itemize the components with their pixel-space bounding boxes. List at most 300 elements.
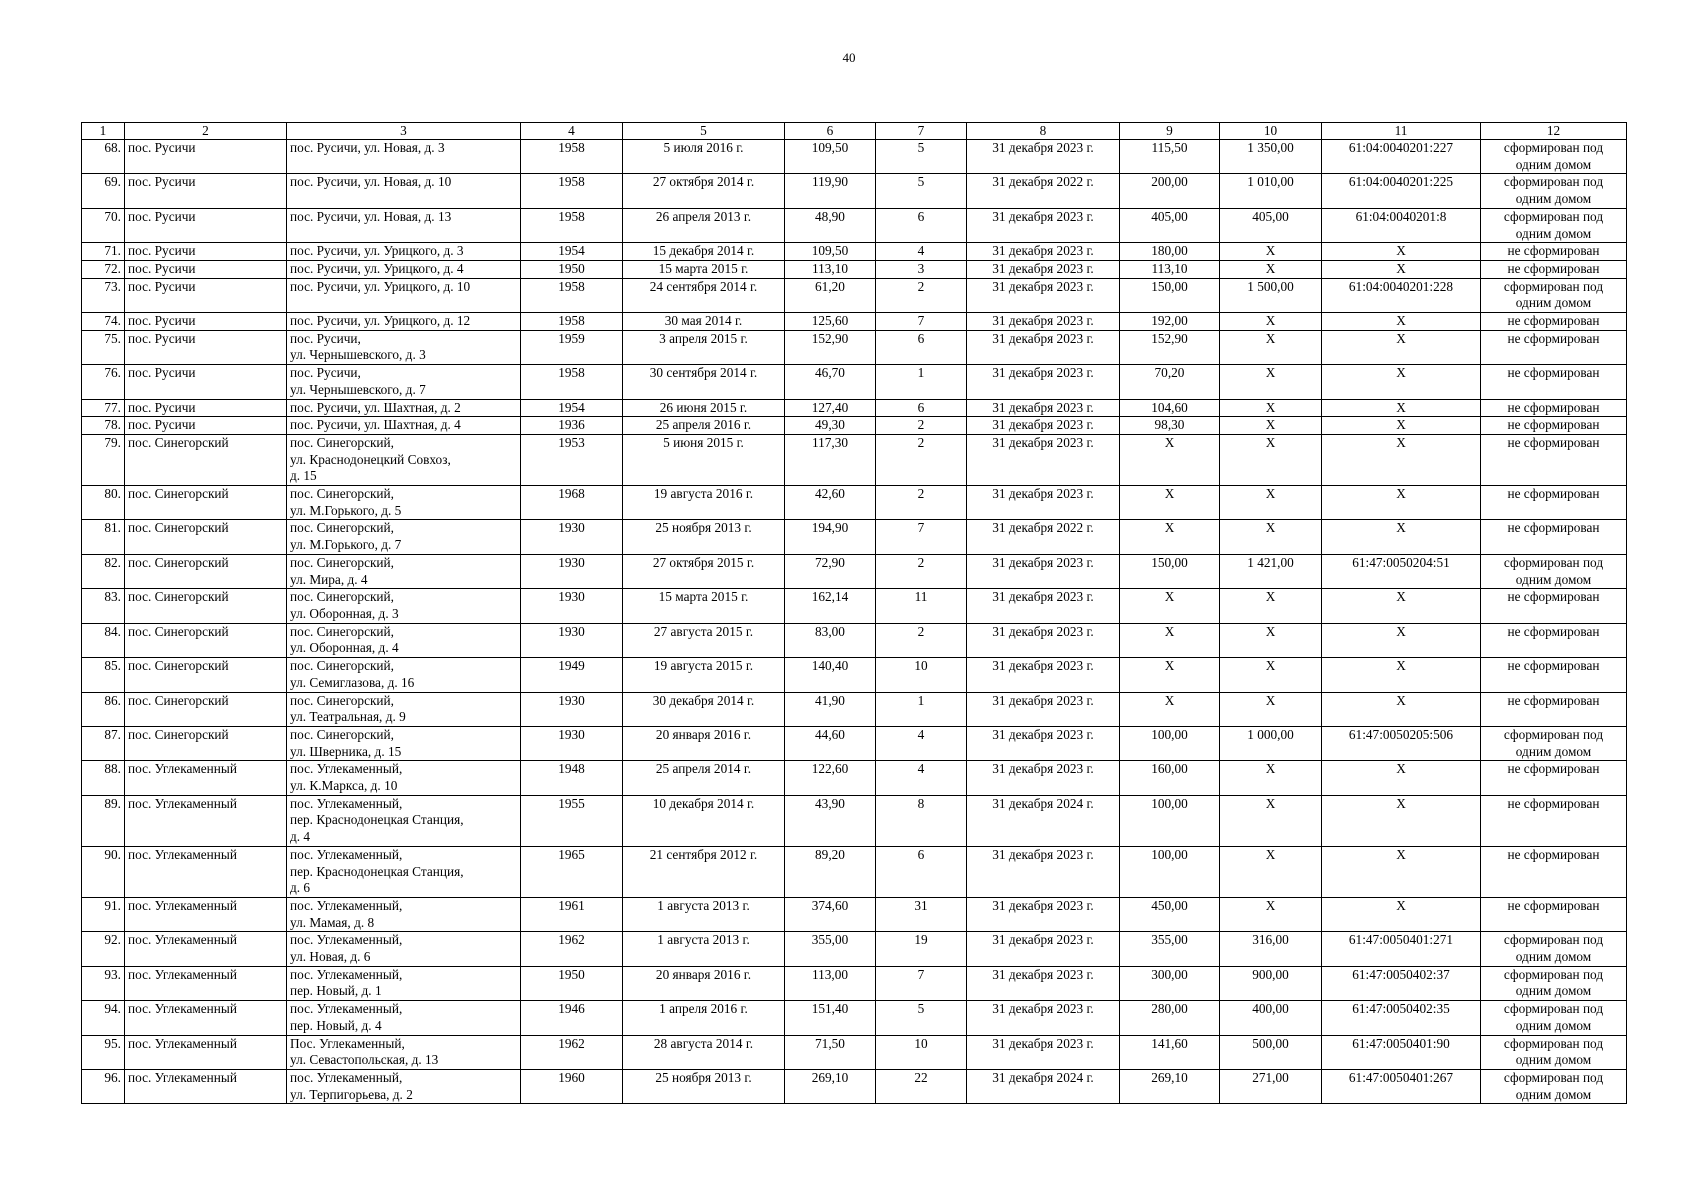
housing-register-table — [81, 122, 1627, 1104]
land-status-cell — [1481, 417, 1627, 435]
address-cell-line: пер. Краснодонецкая Станция, — [290, 812, 464, 828]
area-cell: 44,60 — [785, 726, 876, 760]
value-col10-cell: Х — [1220, 399, 1322, 417]
column-header: 7 — [876, 123, 967, 140]
deadline-cell: 31 декабря 2023 г. — [967, 313, 1120, 331]
land-status-cell — [1481, 260, 1627, 278]
cadastral-number-cell: 61:47:0050205:506 — [1322, 726, 1481, 760]
address-cell — [287, 1001, 521, 1035]
date-cell: 26 июня 2015 г. — [623, 399, 785, 417]
value-col9-cell: Х — [1120, 623, 1220, 657]
settlement-cell: пос. Синегорский — [125, 520, 287, 554]
date-cell: 26 апреля 2013 г. — [623, 208, 785, 242]
date-cell: 25 ноября 2013 г. — [623, 1069, 785, 1103]
cadastral-number-cell: Х — [1322, 330, 1481, 364]
date-cell: 21 сентября 2012 г. — [623, 846, 785, 897]
settlement-cell: пос. Углекаменный — [125, 897, 287, 931]
residents-cell: 6 — [876, 208, 967, 242]
value-col10-cell: 405,00 — [1220, 208, 1322, 242]
address-cell-line: пос. Синегорский, — [290, 692, 394, 708]
address-cell-line: пос. Углекаменный, — [290, 761, 403, 777]
land-status-cell — [1481, 243, 1627, 261]
land-status-cell — [1481, 726, 1627, 760]
address-cell — [287, 208, 521, 242]
cadastral-number-cell: Х — [1322, 399, 1481, 417]
table-row — [82, 365, 1627, 399]
settlement-cell: пос. Синегорский — [125, 486, 287, 520]
value-col9-cell: 405,00 — [1120, 208, 1220, 242]
value-col9-cell: 150,00 — [1120, 554, 1220, 588]
value-col10-cell: Х — [1220, 846, 1322, 897]
deadline-cell: 31 декабря 2023 г. — [967, 726, 1120, 760]
settlement-cell: пос. Углекаменный — [125, 761, 287, 795]
address-cell-line: пос. Русичи, — [290, 365, 361, 381]
page-number: 40 — [842, 50, 856, 65]
deadline-cell: 31 декабря 2023 г. — [967, 761, 1120, 795]
residents-cell: 6 — [876, 399, 967, 417]
row-number: 89. — [82, 795, 125, 846]
address-cell-line: пос. Синегорский, — [290, 726, 394, 742]
year-cell: 1930 — [521, 692, 623, 726]
value-col9-cell: 450,00 — [1120, 897, 1220, 931]
date-cell: 20 января 2016 г. — [623, 726, 785, 760]
address-cell — [287, 658, 521, 692]
land-status-cell-line: не сформирован — [1507, 399, 1600, 415]
residents-cell: 10 — [876, 1035, 967, 1069]
area-cell: 162,14 — [785, 589, 876, 623]
date-cell: 15 декабря 2014 г. — [623, 243, 785, 261]
area-cell: 269,10 — [785, 1069, 876, 1103]
value-col9-cell: 355,00 — [1120, 932, 1220, 966]
land-status-cell-line: сформирован под — [1503, 278, 1604, 294]
address-cell-line: пос. Синегорский, — [290, 658, 394, 674]
settlement-cell: пос. Углекаменный — [125, 846, 287, 897]
value-col9-cell: 141,60 — [1120, 1035, 1220, 1069]
year-cell: 1955 — [521, 795, 623, 846]
table-row — [82, 897, 1627, 931]
date-cell: 27 октября 2015 г. — [623, 554, 785, 588]
date-cell: 5 июня 2015 г. — [623, 434, 785, 485]
date-cell: 30 декабря 2014 г. — [623, 692, 785, 726]
year-cell: 1958 — [521, 208, 623, 242]
date-cell: 3 апреля 2015 г. — [623, 330, 785, 364]
address-cell-line: пос. Русичи, ул. Урицкого, д. 12 — [290, 313, 471, 329]
residents-cell: 10 — [876, 658, 967, 692]
area-cell: 48,90 — [785, 208, 876, 242]
residents-cell: 4 — [876, 726, 967, 760]
row-number: 85. — [82, 658, 125, 692]
cadastral-number-cell: 61:47:0050204:51 — [1322, 554, 1481, 588]
table-row — [82, 486, 1627, 520]
date-cell: 5 июля 2016 г. — [623, 140, 785, 174]
year-cell: 1962 — [521, 1035, 623, 1069]
settlement-cell: пос. Русичи — [125, 243, 287, 261]
address-cell-line: ул. Терпигорьева, д. 2 — [290, 1086, 413, 1102]
land-status-cell-line: одним домом — [1515, 225, 1592, 241]
value-col10-cell: Х — [1220, 260, 1322, 278]
year-cell: 1958 — [521, 174, 623, 208]
area-cell: 41,90 — [785, 692, 876, 726]
address-cell-line: пос. Углекаменный, — [290, 966, 403, 982]
year-cell: 1930 — [521, 726, 623, 760]
land-status-cell-line: одним домом — [1515, 1086, 1592, 1102]
settlement-cell: пос. Углекаменный — [125, 932, 287, 966]
land-status-cell — [1481, 365, 1627, 399]
table-row — [82, 174, 1627, 208]
table-row — [82, 795, 1627, 846]
row-number: 76. — [82, 365, 125, 399]
deadline-cell: 31 декабря 2023 г. — [967, 399, 1120, 417]
deadline-cell: 31 декабря 2023 г. — [967, 243, 1120, 261]
date-cell: 28 августа 2014 г. — [623, 1035, 785, 1069]
settlement-cell: пос. Синегорский — [125, 589, 287, 623]
area-cell: 355,00 — [785, 932, 876, 966]
cadastral-number-cell: Х — [1322, 434, 1481, 485]
deadline-cell: 31 декабря 2023 г. — [967, 692, 1120, 726]
row-number: 75. — [82, 330, 125, 364]
deadline-cell: 31 декабря 2023 г. — [967, 846, 1120, 897]
land-status-cell-line: не сформирован — [1507, 313, 1600, 329]
area-cell: 71,50 — [785, 1035, 876, 1069]
value-col10-cell: Х — [1220, 623, 1322, 657]
value-col10-cell: Х — [1220, 486, 1322, 520]
year-cell: 1961 — [521, 897, 623, 931]
table-row — [82, 589, 1627, 623]
address-cell-line: ул. М.Горького, д. 7 — [290, 537, 402, 553]
value-col9-cell: 192,00 — [1120, 313, 1220, 331]
value-col9-cell: 115,50 — [1120, 140, 1220, 174]
deadline-cell: 31 декабря 2023 г. — [967, 897, 1120, 931]
land-status-cell — [1481, 897, 1627, 931]
value-col10-cell: Х — [1220, 761, 1322, 795]
land-status-cell-line: одним домом — [1515, 156, 1592, 172]
settlement-cell: пос. Русичи — [125, 313, 287, 331]
date-cell: 27 октября 2014 г. — [623, 174, 785, 208]
residents-cell: 5 — [876, 1001, 967, 1035]
address-cell-line: пос. Углекаменный, — [290, 1001, 403, 1017]
year-cell: 1930 — [521, 589, 623, 623]
value-col9-cell: 180,00 — [1120, 243, 1220, 261]
land-status-cell-line: сформирован под — [1503, 1069, 1604, 1085]
row-number: 93. — [82, 966, 125, 1000]
land-status-cell-line: не сформирован — [1507, 692, 1600, 708]
settlement-cell: пос. Русичи — [125, 278, 287, 312]
date-cell: 19 августа 2016 г. — [623, 486, 785, 520]
address-cell — [287, 417, 521, 435]
row-number: 78. — [82, 417, 125, 435]
cadastral-number-cell: 61:04:0040201:225 — [1322, 174, 1481, 208]
cadastral-number-cell: Х — [1322, 417, 1481, 435]
residents-cell: 11 — [876, 589, 967, 623]
table-row — [82, 761, 1627, 795]
settlement-cell: пос. Углекаменный — [125, 795, 287, 846]
land-status-cell-line: не сформирован — [1507, 623, 1600, 639]
value-col10-cell: 1 010,00 — [1220, 174, 1322, 208]
address-cell-line: ул. К.Маркса, д. 10 — [290, 778, 398, 794]
land-status-cell — [1481, 330, 1627, 364]
address-cell — [287, 623, 521, 657]
column-header: 11 — [1322, 123, 1481, 140]
value-col10-cell: Х — [1220, 658, 1322, 692]
land-status-cell — [1481, 692, 1627, 726]
row-number: 81. — [82, 520, 125, 554]
year-cell: 1936 — [521, 417, 623, 435]
address-cell-line: ул. Мамая, д. 8 — [290, 914, 375, 930]
table-row — [82, 1069, 1627, 1103]
address-cell — [287, 330, 521, 364]
deadline-cell: 31 декабря 2023 г. — [967, 140, 1120, 174]
address-cell — [287, 365, 521, 399]
cadastral-number-cell: 61:04:0040201:227 — [1322, 140, 1481, 174]
address-cell-line: ул. Семиглазова, д. 16 — [290, 674, 415, 690]
address-cell — [287, 1069, 521, 1103]
column-header: 4 — [521, 123, 623, 140]
table-row — [82, 658, 1627, 692]
row-number: 71. — [82, 243, 125, 261]
cadastral-number-cell: Х — [1322, 520, 1481, 554]
residents-cell: 2 — [876, 278, 967, 312]
year-cell: 1950 — [521, 966, 623, 1000]
year-cell: 1930 — [521, 623, 623, 657]
land-status-cell-line: одним домом — [1515, 1017, 1592, 1033]
value-col10-cell: 500,00 — [1220, 1035, 1322, 1069]
settlement-cell: пос. Синегорский — [125, 554, 287, 588]
settlement-cell: пос. Углекаменный — [125, 966, 287, 1000]
date-cell: 15 марта 2015 г. — [623, 589, 785, 623]
area-cell: 61,20 — [785, 278, 876, 312]
cadastral-number-cell: Х — [1322, 846, 1481, 897]
land-status-cell-line: не сформирован — [1507, 486, 1600, 502]
value-col10-cell: Х — [1220, 417, 1322, 435]
cadastral-number-cell: 61:47:0050401:90 — [1322, 1035, 1481, 1069]
address-cell — [287, 897, 521, 931]
residents-cell: 5 — [876, 174, 967, 208]
address-cell — [287, 313, 521, 331]
table-row — [82, 554, 1627, 588]
address-cell — [287, 243, 521, 261]
date-cell: 1 апреля 2016 г. — [623, 1001, 785, 1035]
row-number: 90. — [82, 846, 125, 897]
value-col9-cell: 100,00 — [1120, 726, 1220, 760]
table-row — [82, 278, 1627, 312]
land-status-cell — [1481, 208, 1627, 242]
address-cell-line: пос. Русичи, ул. Шахтная, д. 4 — [290, 417, 461, 433]
deadline-cell: 31 декабря 2023 г. — [967, 417, 1120, 435]
address-cell-line: пос. Русичи, ул. Урицкого, д. 3 — [290, 243, 464, 259]
address-cell-line: пос. Русичи, ул. Шахтная, д. 2 — [290, 399, 461, 415]
land-status-cell — [1481, 313, 1627, 331]
land-status-cell-line: не сформирован — [1507, 243, 1600, 259]
value-col9-cell: 160,00 — [1120, 761, 1220, 795]
table-row — [82, 692, 1627, 726]
year-cell: 1960 — [521, 1069, 623, 1103]
year-cell: 1948 — [521, 761, 623, 795]
area-cell: 49,30 — [785, 417, 876, 435]
table-row — [82, 399, 1627, 417]
land-status-cell — [1481, 486, 1627, 520]
value-col10-cell: Х — [1220, 365, 1322, 399]
value-col9-cell: 280,00 — [1120, 1001, 1220, 1035]
land-status-cell — [1481, 140, 1627, 174]
table-row — [82, 520, 1627, 554]
deadline-cell: 31 декабря 2023 г. — [967, 208, 1120, 242]
address-cell-line: пос. Синегорский, — [290, 434, 394, 450]
land-status-cell — [1481, 1035, 1627, 1069]
address-cell-line: ул. Оборонная, д. 4 — [290, 640, 399, 656]
address-cell — [287, 399, 521, 417]
area-cell: 113,00 — [785, 966, 876, 1000]
address-cell — [287, 554, 521, 588]
settlement-cell: пос. Синегорский — [125, 726, 287, 760]
residents-cell: 7 — [876, 966, 967, 1000]
area-cell: 109,50 — [785, 140, 876, 174]
value-col10-cell: Х — [1220, 520, 1322, 554]
table-row — [82, 313, 1627, 331]
land-status-cell-line: не сформирован — [1507, 520, 1600, 536]
table-row — [82, 966, 1627, 1000]
year-cell: 1950 — [521, 260, 623, 278]
residents-cell: 8 — [876, 795, 967, 846]
column-header: 3 — [287, 123, 521, 140]
residents-cell: 7 — [876, 313, 967, 331]
residents-cell: 3 — [876, 260, 967, 278]
area-cell: 151,40 — [785, 1001, 876, 1035]
land-status-cell — [1481, 589, 1627, 623]
value-col9-cell: 269,10 — [1120, 1069, 1220, 1103]
settlement-cell: пос. Синегорский — [125, 623, 287, 657]
table-row — [82, 208, 1627, 242]
settlement-cell: пос. Русичи — [125, 417, 287, 435]
value-col9-cell: 200,00 — [1120, 174, 1220, 208]
area-cell: 113,10 — [785, 260, 876, 278]
row-number: 82. — [82, 554, 125, 588]
cadastral-number-cell: Х — [1322, 243, 1481, 261]
address-cell-line: пос. Углекаменный, — [290, 795, 403, 811]
cadastral-number-cell: 61:47:0050402:35 — [1322, 1001, 1481, 1035]
year-cell: 1958 — [521, 278, 623, 312]
address-cell-line: ул. Театральная, д. 9 — [290, 709, 406, 725]
year-cell: 1959 — [521, 330, 623, 364]
residents-cell: 2 — [876, 554, 967, 588]
cadastral-number-cell: Х — [1322, 365, 1481, 399]
land-status-cell — [1481, 174, 1627, 208]
value-col9-cell: 100,00 — [1120, 846, 1220, 897]
land-status-cell — [1481, 1069, 1627, 1103]
deadline-cell: 31 декабря 2023 г. — [967, 260, 1120, 278]
land-status-cell — [1481, 434, 1627, 485]
column-header: 12 — [1481, 123, 1627, 140]
table-row — [82, 243, 1627, 261]
address-cell — [287, 520, 521, 554]
value-col10-cell: Х — [1220, 692, 1322, 726]
land-status-cell-line: сформирован под — [1503, 554, 1604, 570]
settlement-cell: пос. Русичи — [125, 365, 287, 399]
area-cell: 140,40 — [785, 658, 876, 692]
residents-cell: 31 — [876, 897, 967, 931]
land-status-cell-line: сформирован под — [1503, 174, 1604, 190]
settlement-cell: пос. Синегорский — [125, 692, 287, 726]
land-status-cell-line: сформирован под — [1503, 932, 1604, 948]
address-cell — [287, 726, 521, 760]
year-cell: 1946 — [521, 1001, 623, 1035]
cadastral-number-cell: Х — [1322, 897, 1481, 931]
area-cell: 83,00 — [785, 623, 876, 657]
settlement-cell: пос. Синегорский — [125, 434, 287, 485]
area-cell: 119,90 — [785, 174, 876, 208]
address-cell-line: д. 15 — [290, 468, 317, 484]
value-col10-cell: Х — [1220, 795, 1322, 846]
value-col10-cell: 1 421,00 — [1220, 554, 1322, 588]
residents-cell: 4 — [876, 761, 967, 795]
date-cell: 20 января 2016 г. — [623, 966, 785, 1000]
area-cell: 125,60 — [785, 313, 876, 331]
settlement-cell: пос. Русичи — [125, 140, 287, 174]
land-status-cell-line: не сформирован — [1507, 260, 1600, 276]
address-cell-line: пос. Синегорский, — [290, 520, 394, 536]
cadastral-number-cell: 61:47:0050402:37 — [1322, 966, 1481, 1000]
address-cell — [287, 486, 521, 520]
residents-cell: 2 — [876, 417, 967, 435]
area-cell: 117,30 — [785, 434, 876, 485]
column-header: 8 — [967, 123, 1120, 140]
residents-cell: 2 — [876, 623, 967, 657]
land-status-cell-line: не сформирован — [1507, 795, 1600, 811]
address-cell — [287, 795, 521, 846]
column-header: 9 — [1120, 123, 1220, 140]
land-status-cell — [1481, 1001, 1627, 1035]
column-header: 6 — [785, 123, 876, 140]
residents-cell: 7 — [876, 520, 967, 554]
deadline-cell: 31 декабря 2023 г. — [967, 365, 1120, 399]
column-header: 1 — [82, 123, 125, 140]
land-status-cell-line: сформирован под — [1503, 208, 1604, 224]
land-status-cell — [1481, 399, 1627, 417]
column-header: 10 — [1220, 123, 1322, 140]
residents-cell: 2 — [876, 486, 967, 520]
date-cell: 24 сентября 2014 г. — [623, 278, 785, 312]
address-cell-line: пос. Русичи, ул. Урицкого, д. 4 — [290, 260, 464, 276]
row-number: 72. — [82, 260, 125, 278]
area-cell: 109,50 — [785, 243, 876, 261]
land-status-cell-line: сформирован под — [1503, 1001, 1604, 1017]
cadastral-number-cell: Х — [1322, 761, 1481, 795]
year-cell: 1930 — [521, 554, 623, 588]
row-number: 73. — [82, 278, 125, 312]
land-status-cell-line: не сформирован — [1507, 846, 1600, 862]
row-number: 84. — [82, 623, 125, 657]
value-col9-cell: Х — [1120, 658, 1220, 692]
value-col10-cell: Х — [1220, 897, 1322, 931]
column-header: 5 — [623, 123, 785, 140]
address-cell-line: ул. Оборонная, д. 3 — [290, 605, 399, 621]
address-cell-line: ул. Новая, д. 6 — [290, 949, 371, 965]
row-number: 74. — [82, 313, 125, 331]
residents-cell: 6 — [876, 330, 967, 364]
address-cell-line: ул. Чернышевского, д. 7 — [290, 381, 426, 397]
land-status-cell — [1481, 795, 1627, 846]
land-status-cell-line: не сформирован — [1507, 761, 1600, 777]
deadline-cell: 31 декабря 2023 г. — [967, 554, 1120, 588]
row-number: 92. — [82, 932, 125, 966]
area-cell: 194,90 — [785, 520, 876, 554]
date-cell: 1 августа 2013 г. — [623, 897, 785, 931]
land-status-cell-line: сформирован под — [1503, 1035, 1604, 1051]
date-cell: 30 мая 2014 г. — [623, 313, 785, 331]
cadastral-number-cell: Х — [1322, 260, 1481, 278]
table-row — [82, 1001, 1627, 1035]
address-cell — [287, 966, 521, 1000]
value-col9-cell: 152,90 — [1120, 330, 1220, 364]
